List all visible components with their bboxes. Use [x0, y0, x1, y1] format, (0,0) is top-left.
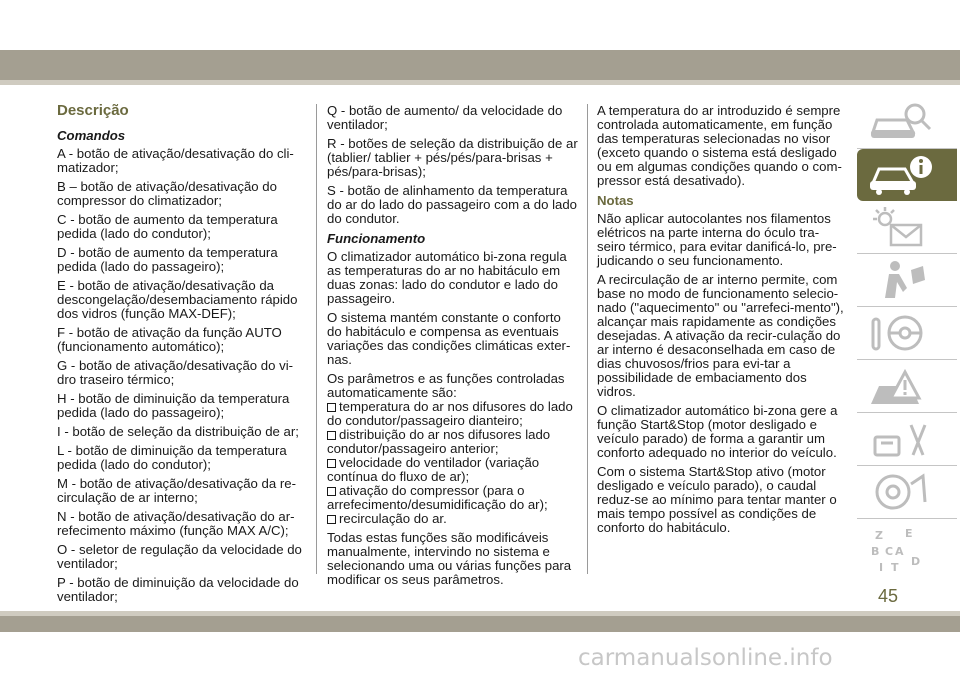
tab-car-search[interactable] — [857, 96, 957, 149]
column-divider — [587, 104, 588, 574]
checkbox-bullet-icon — [327, 459, 336, 468]
comando-item: G - botão de ativação/desativação do vi-dro traseiro térmico; — [57, 358, 294, 387]
auto-bullet: ativação do compressor (para o arrefecimento/desumidificação do ar); — [327, 483, 548, 512]
comando-item: F - botão de ativação da função AUTO (funcionamento automático); — [57, 325, 282, 354]
header-band — [0, 50, 960, 80]
tab-safety[interactable] — [857, 254, 957, 307]
comando-item: C - botão de aumento da temperatura pedida (lado do condutor); — [57, 212, 278, 241]
tab-index[interactable] — [857, 519, 957, 583]
comando-item: S - botão de alinhamento da temperatura do ar do lado do passageiro com a do lado do condutor. — [327, 183, 578, 226]
comando-item: D - botão de aumento da temperatura pedida (lado do passageiro); — [57, 245, 278, 274]
column-2 — [327, 104, 579, 592]
tab-specs[interactable] — [857, 466, 957, 519]
checkbox-bullet-icon — [327, 431, 336, 440]
comando-item: M - botão de ativação/desativação da re-circulação de ar interno; — [57, 476, 296, 505]
comando-item: B – botão de ativação/desativação do compressor do climatizador; — [57, 179, 277, 208]
page-number: 45 — [878, 586, 899, 606]
notas-para: Com o sistema Start&Stop ativo (motor desligado e veículo parado), o caudal reduz-se ao mínimo para tentar manter o mais tempo possível as condições de conforto do habitáculo. — [597, 464, 837, 535]
notas-para: O climatizador automático bi-zona gere a função Start&Stop (motor desligado e veículo parado) de forma a garantir um conforto adequado no interior do veículo. — [597, 403, 838, 460]
comando-item: L - botão de diminuição da temperatura pedida (lado do condutor); — [57, 443, 287, 472]
light-mail-icon — [867, 205, 937, 249]
wheel-gear-icon — [867, 470, 937, 514]
column-1 — [57, 104, 307, 609]
comando-item: N - botão de ativação/desativação do ar-refecimento máximo (função MAX A/C); — [57, 509, 295, 538]
tab-maintenance[interactable] — [857, 413, 957, 466]
watermark: carmanualsonline.info — [578, 645, 833, 671]
auto-bullet: velocidade do ventilador (variação contínua do fluxo de ar); — [327, 455, 540, 484]
funcionamento-para: Os parâmetros e as funções controladas automaticamente são: — [327, 371, 565, 400]
comando-item: R - botões de seleção da distribuição de ar (tablier/ tablier + pés/pés/para-brisas + pés/para-brisas); — [327, 136, 578, 179]
auto-bullet: temperatura do ar nos difusores do lado do condutor/passageiro dianteiro; — [327, 399, 573, 428]
auto-bullet: recirculação do ar. — [327, 512, 579, 526]
comando-item: O - seletor de regulação da velocidade do ventilador; — [57, 542, 302, 571]
checkbox-bullet-icon — [327, 403, 336, 412]
comandos-title: Comandos — [57, 128, 126, 143]
svg-text:I: I — [879, 561, 884, 574]
chapter-sidebar — [857, 96, 960, 583]
tab-lights-mail[interactable] — [857, 201, 957, 254]
svg-text:B: B — [871, 545, 880, 558]
car-search-icon — [867, 100, 937, 144]
header-band-line — [0, 80, 960, 85]
notas-para: A recirculação de ar interno permite, com base no modo de funcionamento selecio-nado ("aquecimento" ou "arrefeci-mento"), alcançar mais rapidamente as condições desejadas. A ativação da recir-culação do ar interno é desaconselhada em caso de dias chuvosos/frios para evi-tar a possibilidade de embaciamento dos vidros. — [597, 272, 844, 399]
alphabetical-index-icon — [867, 523, 937, 583]
checkbox-bullet-icon — [327, 487, 336, 496]
tab-driving[interactable] — [857, 307, 957, 360]
funcionamento-para: O climatizador automático bi-zona regula as temperaturas do ar no habitáculo em duas zonas: lado do condutor e lado do passageiro. — [327, 249, 567, 306]
funcionamento-para: O sistema mantém constante o conforto do habitáculo e compensa as eventuais variações das condições climáticas exter-nas. — [327, 310, 571, 367]
funcionamento-title: Funcionamento — [327, 231, 426, 246]
svg-text:A: A — [895, 545, 904, 558]
comando-item: P - botão de diminuição da velocidade do ventilador; — [57, 575, 299, 604]
notas-title: Notas — [597, 193, 634, 208]
comando-item: H - botão de diminuição da temperatura pedida (lado do passageiro); — [57, 391, 290, 420]
svg-text:Z: Z — [875, 529, 883, 542]
comando-item: A - botão de ativação/desativação do cli-matizador; — [57, 146, 294, 175]
tab-car-info[interactable] — [857, 149, 957, 201]
svg-text:D: D — [911, 555, 921, 568]
modificaveis-para: Todas estas funções são modificáveis manualmente, intervindo no sistema e selecionando uma ou várias funções para modificar os seus parâmetros. — [327, 530, 572, 587]
car-info-icon — [867, 153, 937, 197]
footer-band — [0, 616, 960, 632]
notas-para: Não aplicar autocolantes nos filamentos elétricos na parte interna do óculo tra-seiro térmico, para evitar danificá-lo, pre-judicando o seu funcionamento. — [597, 211, 837, 268]
comando-item: I - botão de seleção da distribuição de ar; — [57, 424, 299, 439]
svg-text:E: E — [905, 527, 913, 540]
seat-airbag-icon — [867, 258, 937, 302]
svg-text:C: C — [885, 545, 894, 558]
tab-emergency[interactable] — [857, 360, 957, 413]
column-3 — [597, 104, 847, 540]
column-divider — [316, 104, 317, 574]
svg-text:T: T — [891, 561, 899, 574]
comando-item: E - botão de ativação/desativação da descongelação/desembaciamento rápido dos vidros (função MAX-DEF); — [57, 278, 298, 321]
auto-bullet: distribuição do ar nos difusores lado condutor/passageiro anterior; — [327, 427, 551, 456]
section-heading: Descrição — [57, 102, 129, 119]
emergency-icon — [867, 364, 937, 408]
intro-para: A temperatura do ar introduzido é sempre controlada automaticamente, em função das temperaturas selecionadas no visor (exceto quando o sistema está desligado ou em algumas condições quando o com-pressor está desativado). — [597, 103, 842, 188]
checkbox-bullet-icon — [327, 515, 336, 524]
steering-wheel-icon — [867, 311, 937, 355]
tools-icon — [867, 417, 937, 461]
comando-item: Q - botão de aumento/ da velocidade do ventilador; — [327, 103, 563, 132]
